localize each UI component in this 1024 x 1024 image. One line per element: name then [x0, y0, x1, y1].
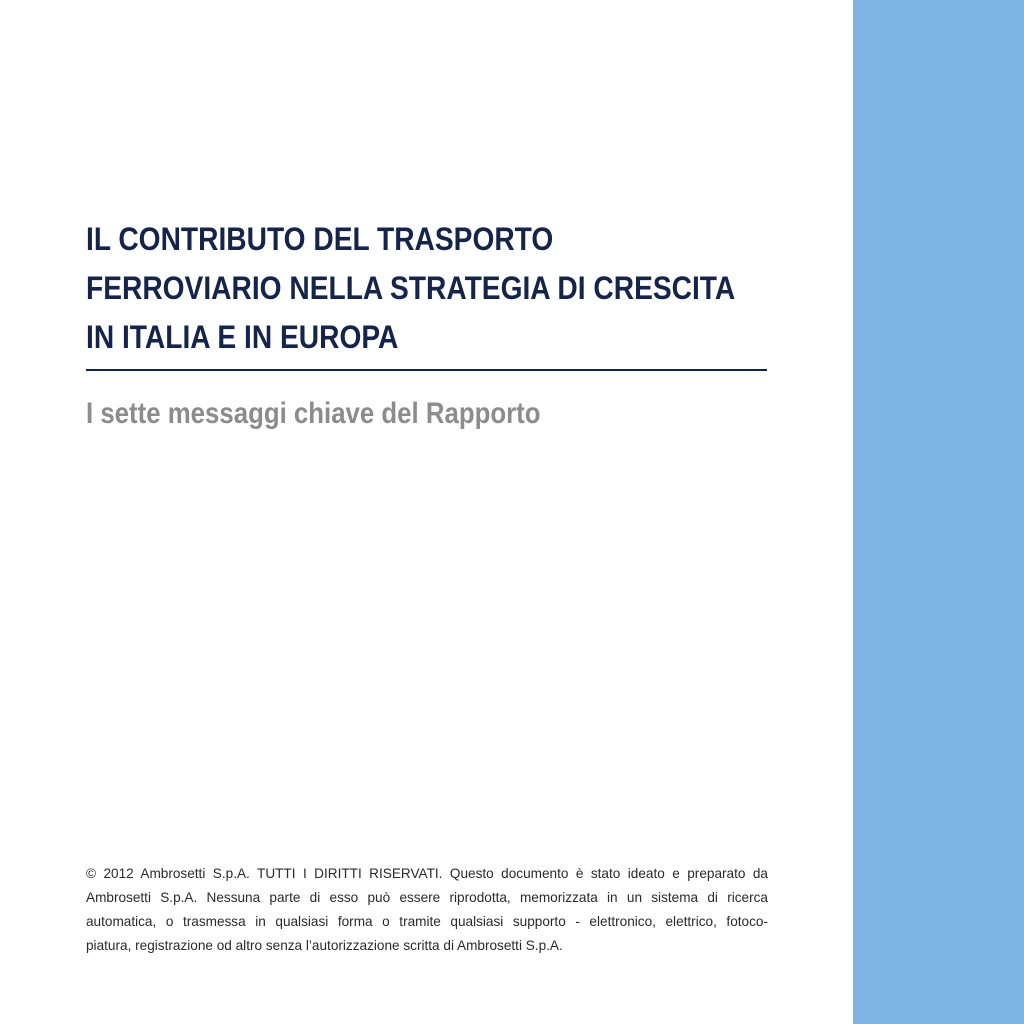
- title-line-3: IN ITALIA E IN EUROPA: [86, 319, 399, 355]
- copyright-notice: [86, 862, 768, 958]
- copyright-line-4: piatura, registrazione od altro senza l’autorizzazione scritta di Ambrosetti S.p.A.: [86, 938, 563, 953]
- copyright-line-2: Ambrosetti S.p.A. Nessuna parte di esso può essere riprodotta, memorizzata in un sistema di ricerca: [86, 890, 768, 905]
- title-line-1: IL CONTRIBUTO DEL TRASPORTO: [86, 221, 554, 257]
- document-subtitle: I sette messaggi chiave del Rapporto: [86, 397, 541, 430]
- title-divider: [86, 369, 767, 371]
- copyright-line-1: © 2012 Ambrosetti S.p.A. TUTTI I DIRITTI RISERVATI. Questo documento è stato ideato e preparato da: [86, 866, 768, 881]
- document-title: [86, 215, 786, 362]
- side-color-band: [853, 0, 1024, 1024]
- title-line-2: FERROVIARIO NELLA STRATEGIA DI CRESCITA: [86, 270, 736, 306]
- copyright-line-3: automatica, o trasmessa in qualsiasi forma o tramite qualsiasi supporto - elettronico, elettrico, fotoco-: [86, 914, 768, 929]
